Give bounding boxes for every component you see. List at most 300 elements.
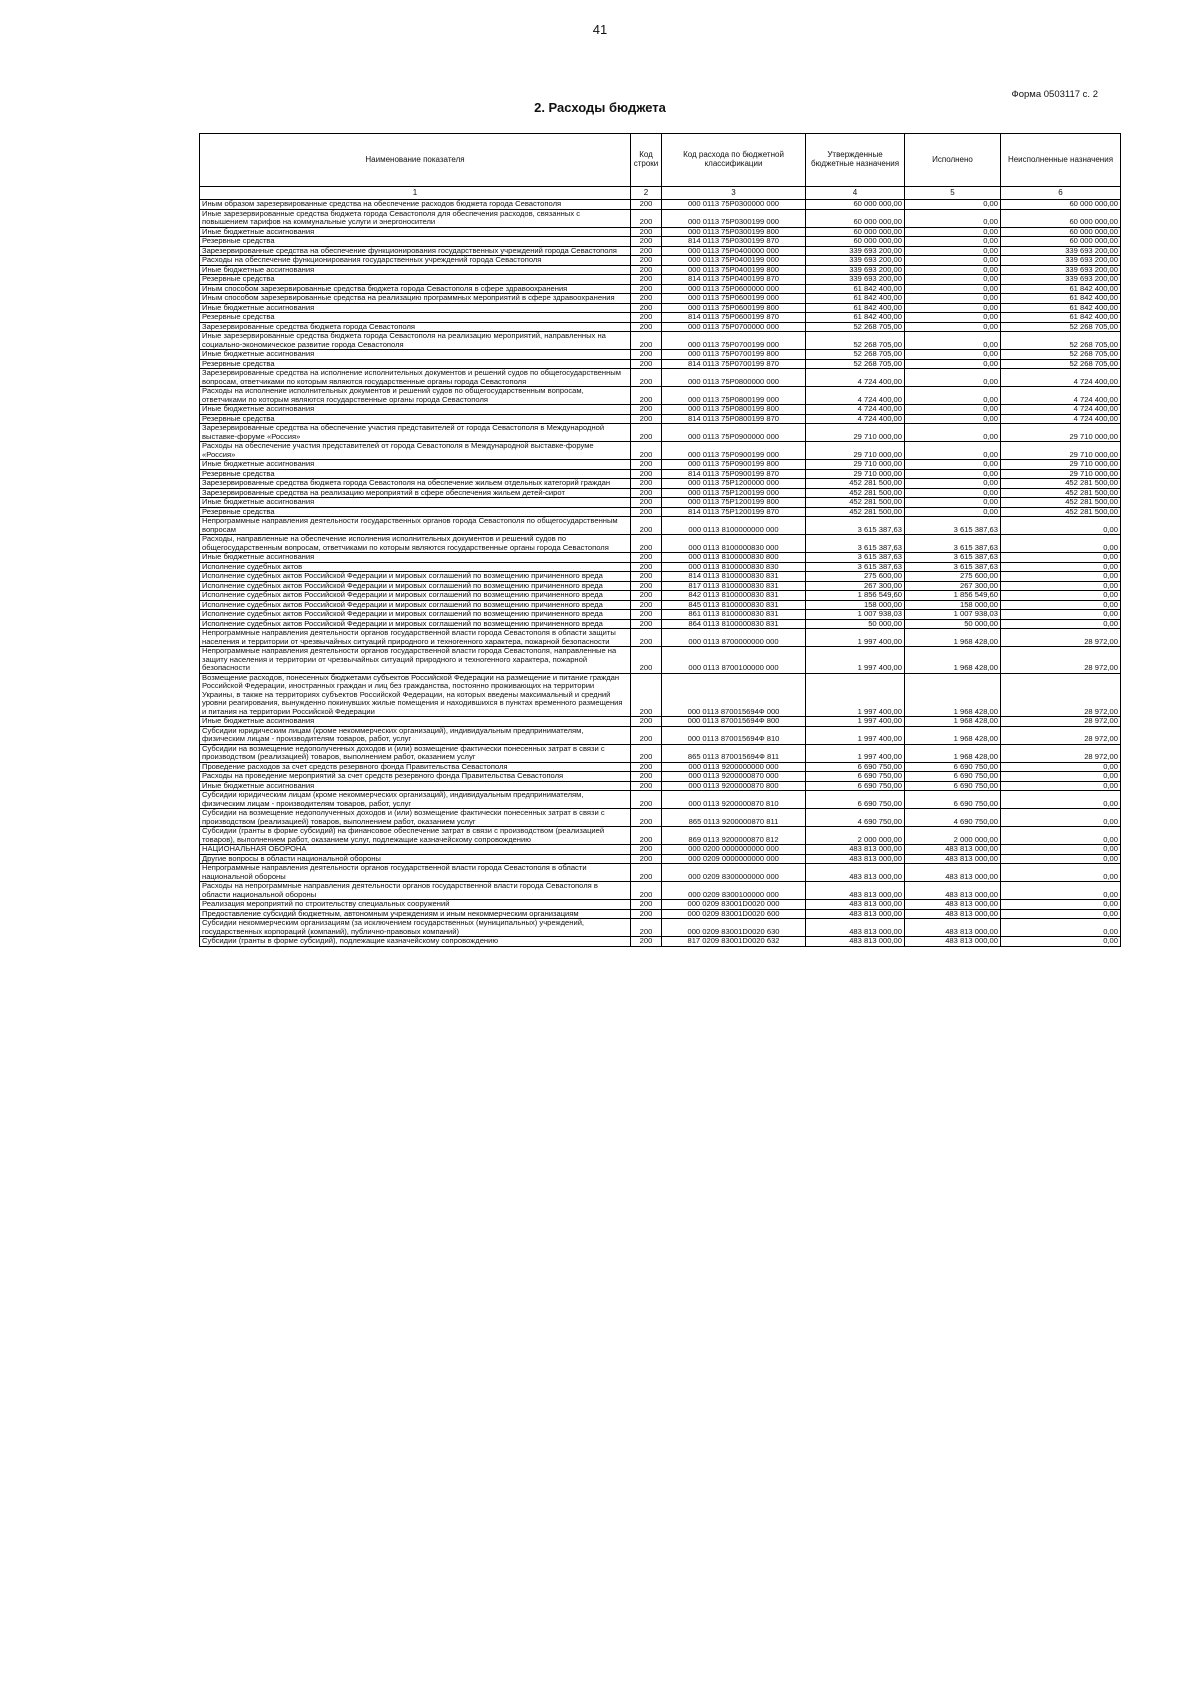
- row-line-code: 200: [631, 791, 662, 809]
- row-indicator-name: Резервные средства: [200, 414, 631, 424]
- row-executed: 50 000,00: [905, 619, 1001, 629]
- row-indicator-name: Непрограммные направления деятельности органов государственной власти города Севастополя в области национальной обороны: [200, 864, 631, 882]
- row-indicator-name: Непрограммные направления деятельности органов государственной власти города Севастополя, направленные на защиту населения и территории от чрезвычайных ситуаций природного и техногенного характера, пожарной безопасности: [200, 647, 631, 674]
- row-indicator-name: Иным способом зарезервированные средства бюджета города Севастополя в сфере здравоохранения: [200, 284, 631, 294]
- row-executed: 483 813 000,00: [905, 919, 1001, 937]
- row-unexecuted: 0,00: [1001, 781, 1121, 791]
- row-indicator-name: Расходы на проведение мероприятий за счет средств резервного фонда Правительства Севастополя: [200, 772, 631, 782]
- row-approved: 6 690 750,00: [806, 791, 905, 809]
- row-expense-code: 000 0113 75Р1200199 800: [662, 498, 806, 508]
- table-row: [200, 313, 1121, 323]
- table-row: [200, 332, 1121, 350]
- row-unexecuted: 29 710 000,00: [1001, 460, 1121, 470]
- row-executed: 6 690 750,00: [905, 772, 1001, 782]
- row-approved: 6 690 750,00: [806, 772, 905, 782]
- row-approved: 339 693 200,00: [806, 265, 905, 275]
- row-indicator-name: Зарезервированные средства на обеспечение функционирования государственных учреждений города Севастополя: [200, 246, 631, 256]
- row-line-code: 200: [631, 919, 662, 937]
- row-unexecuted: 0,00: [1001, 581, 1121, 591]
- table-row: [200, 284, 1121, 294]
- row-line-code: 200: [631, 237, 662, 247]
- table-row: [200, 294, 1121, 304]
- row-line-code: 200: [631, 265, 662, 275]
- table-row: [200, 827, 1121, 845]
- table-row: [200, 517, 1121, 535]
- table-row: [200, 900, 1121, 910]
- row-unexecuted: 0,00: [1001, 864, 1121, 882]
- row-executed: 0,00: [905, 488, 1001, 498]
- row-indicator-name: Субсидии (гранты в форме субсидий) на финансовое обеспечение затрат в связи с производством (реализацией товаров), выполнением работ, оказанием услуг, подлежащие казначейскому сопровождению: [200, 827, 631, 845]
- row-executed: 3 615 387,63: [905, 517, 1001, 535]
- table-row: [200, 854, 1121, 864]
- row-approved: 339 693 200,00: [806, 246, 905, 256]
- table-row: [200, 246, 1121, 256]
- row-expense-code: 000 0113 870015694Ф 810: [662, 726, 806, 744]
- row-line-code: 200: [631, 717, 662, 727]
- row-line-code: 200: [631, 442, 662, 460]
- row-expense-code: 000 0113 75Р0900199 800: [662, 460, 806, 470]
- row-approved: 2 000 000,00: [806, 827, 905, 845]
- row-unexecuted: 60 000 000,00: [1001, 209, 1121, 227]
- row-indicator-name: Исполнение судебных актов Российской Федерации и мировых соглашений по возмещению причиненного вреда: [200, 619, 631, 629]
- row-approved: 483 813 000,00: [806, 882, 905, 900]
- row-unexecuted: 60 000 000,00: [1001, 227, 1121, 237]
- row-executed: 0,00: [905, 237, 1001, 247]
- row-indicator-name: Зарезервированные средства бюджета города Севастополя на обеспечение жильем отдельных категорий граждан: [200, 479, 631, 489]
- row-executed: 0,00: [905, 498, 1001, 508]
- row-expense-code: 000 0113 870015694Ф 800: [662, 717, 806, 727]
- row-indicator-name: Резервные средства: [200, 237, 631, 247]
- table-row: [200, 781, 1121, 791]
- table-row: [200, 442, 1121, 460]
- row-expense-code: 000 0209 83001D0020 630: [662, 919, 806, 937]
- table-row: [200, 673, 1121, 717]
- row-line-code: 200: [631, 517, 662, 535]
- row-expense-code: 865 0113 870015694Ф 811: [662, 744, 806, 762]
- row-line-code: 200: [631, 369, 662, 387]
- table-row: [200, 591, 1121, 601]
- row-approved: 61 842 400,00: [806, 303, 905, 313]
- row-approved: 52 268 705,00: [806, 359, 905, 369]
- table-row: [200, 488, 1121, 498]
- row-approved: 61 842 400,00: [806, 294, 905, 304]
- row-line-code: 200: [631, 854, 662, 864]
- row-executed: 3 615 387,63: [905, 562, 1001, 572]
- row-approved: 3 615 387,63: [806, 535, 905, 553]
- row-unexecuted: 452 281 500,00: [1001, 479, 1121, 489]
- row-line-code: 200: [631, 809, 662, 827]
- row-expense-code: 000 0113 75Р0700000 000: [662, 322, 806, 332]
- row-expense-code: 000 0209 83001D0020 000: [662, 900, 806, 910]
- row-indicator-name: Резервные средства: [200, 507, 631, 517]
- row-indicator-name: Расходы на обеспечение участия представителей от города Севастополя в Международной выставке-форуме «Россия»: [200, 442, 631, 460]
- row-executed: 0,00: [905, 294, 1001, 304]
- row-unexecuted: 0,00: [1001, 600, 1121, 610]
- row-unexecuted: 4 724 400,00: [1001, 369, 1121, 387]
- row-expense-code: 000 0113 75Р0900000 000: [662, 424, 806, 442]
- table-row: [200, 562, 1121, 572]
- row-executed: 483 813 000,00: [905, 854, 1001, 864]
- header-expense-code: Код расхода по бюджетной классификации: [662, 134, 806, 187]
- table-row: [200, 744, 1121, 762]
- row-executed: 0,00: [905, 507, 1001, 517]
- row-unexecuted: 0,00: [1001, 619, 1121, 629]
- row-line-code: 200: [631, 772, 662, 782]
- row-line-code: 200: [631, 591, 662, 601]
- table-row: [200, 581, 1121, 591]
- page-number: 41: [592, 22, 608, 37]
- row-executed: 0,00: [905, 227, 1001, 237]
- row-indicator-name: Непрограммные направления деятельности органов государственной власти города Севастополя в области защиты населения и территории от чрезвычайных ситуаций природного и техногенного характера, пожарной безопасности: [200, 629, 631, 647]
- table-row: [200, 535, 1121, 553]
- row-expense-code: 000 0113 75Р0300199 000: [662, 209, 806, 227]
- row-executed: 0,00: [905, 284, 1001, 294]
- row-executed: 0,00: [905, 469, 1001, 479]
- row-expense-code: 000 0113 75Р0700199 000: [662, 332, 806, 350]
- row-expense-code: 864 0113 8100000830 831: [662, 619, 806, 629]
- row-indicator-name: Субсидии юридическим лицам (кроме некоммерческих организаций), индивидуальным предпринимателям, физическим лицам - производителям товаров, работ, услуг: [200, 726, 631, 744]
- table-row: [200, 350, 1121, 360]
- row-expense-code: 000 0113 870015694Ф 000: [662, 673, 806, 717]
- table-row: [200, 629, 1121, 647]
- row-unexecuted: 0,00: [1001, 572, 1121, 582]
- row-line-code: 200: [631, 460, 662, 470]
- row-unexecuted: 29 710 000,00: [1001, 442, 1121, 460]
- header-indicator-name: Наименование показателя: [200, 134, 631, 187]
- row-approved: 60 000 000,00: [806, 200, 905, 210]
- row-expense-code: 000 0200 0000000000 000: [662, 845, 806, 855]
- table-row: [200, 256, 1121, 266]
- row-line-code: 200: [631, 284, 662, 294]
- row-executed: 0,00: [905, 256, 1001, 266]
- row-expense-code: 000 0113 8100000830 000: [662, 535, 806, 553]
- row-executed: 6 690 750,00: [905, 762, 1001, 772]
- row-indicator-name: Иные бюджетные ассигнования: [200, 303, 631, 313]
- table-row: [200, 405, 1121, 415]
- row-approved: 4 724 400,00: [806, 405, 905, 415]
- row-line-code: 200: [631, 469, 662, 479]
- row-executed: 483 813 000,00: [905, 845, 1001, 855]
- row-executed: 0,00: [905, 322, 1001, 332]
- row-unexecuted: 28 972,00: [1001, 629, 1121, 647]
- row-line-code: 200: [631, 845, 662, 855]
- row-executed: 4 690 750,00: [905, 809, 1001, 827]
- table-row: [200, 303, 1121, 313]
- row-expense-code: 861 0113 8100000830 831: [662, 610, 806, 620]
- table-row: [200, 227, 1121, 237]
- row-indicator-name: Непрограммные направления деятельности государственных органов города Севастополя по общегосударственным вопросам: [200, 517, 631, 535]
- row-approved: 29 710 000,00: [806, 460, 905, 470]
- row-indicator-name: Резервные средства: [200, 313, 631, 323]
- row-line-code: 200: [631, 629, 662, 647]
- row-approved: 60 000 000,00: [806, 209, 905, 227]
- row-indicator-name: Резервные средства: [200, 359, 631, 369]
- row-unexecuted: 29 710 000,00: [1001, 469, 1121, 479]
- row-executed: 1 968 428,00: [905, 647, 1001, 674]
- row-approved: 483 813 000,00: [806, 864, 905, 882]
- header-line-code: Код строки: [631, 134, 662, 187]
- table-row: [200, 791, 1121, 809]
- row-expense-code: 814 0113 75Р0800199 870: [662, 414, 806, 424]
- table-row: [200, 762, 1121, 772]
- row-line-code: 200: [631, 900, 662, 910]
- row-unexecuted: 52 268 705,00: [1001, 322, 1121, 332]
- row-indicator-name: Возмещение расходов, понесенных бюджетами субъектов Российской Федерации на размещение и питание граждан Российской Федерации, иностранных граждан и лиц без гражданства, постоянно проживающих на территории Украины, в также на территориях субъектов Российской Федерации, на которых введены максимальный и средний уровни реагирования, вынужденно покинувших жилые помещения и находившихся в пунктах временного размещения и питания на территории Российской Федерации: [200, 673, 631, 717]
- row-indicator-name: Иные бюджетные ассигнования: [200, 265, 631, 275]
- row-unexecuted: 28 972,00: [1001, 717, 1121, 727]
- row-line-code: 200: [631, 350, 662, 360]
- row-approved: 61 842 400,00: [806, 284, 905, 294]
- row-line-code: 200: [631, 619, 662, 629]
- row-unexecuted: 0,00: [1001, 591, 1121, 601]
- row-expense-code: 000 0113 9200000870 000: [662, 772, 806, 782]
- row-expense-code: 842 0113 8100000830 831: [662, 591, 806, 601]
- row-expense-code: 865 0113 9200000870 811: [662, 809, 806, 827]
- row-expense-code: 000 0113 8100000830 800: [662, 553, 806, 563]
- table-row: [200, 200, 1121, 210]
- row-executed: 0,00: [905, 275, 1001, 285]
- row-approved: 52 268 705,00: [806, 322, 905, 332]
- column-number: 4: [806, 187, 905, 200]
- row-executed: 275 600,00: [905, 572, 1001, 582]
- row-unexecuted: 0,00: [1001, 845, 1121, 855]
- row-unexecuted: 61 842 400,00: [1001, 303, 1121, 313]
- row-indicator-name: Проведение расходов за счет средств резервного фонда Правительства Севастополя: [200, 762, 631, 772]
- row-unexecuted: 452 281 500,00: [1001, 507, 1121, 517]
- row-approved: 60 000 000,00: [806, 237, 905, 247]
- row-approved: 29 710 000,00: [806, 469, 905, 479]
- table-row: [200, 809, 1121, 827]
- row-line-code: 200: [631, 827, 662, 845]
- row-approved: 1 997 400,00: [806, 744, 905, 762]
- row-line-code: 200: [631, 726, 662, 744]
- row-executed: 0,00: [905, 442, 1001, 460]
- table-row: [200, 553, 1121, 563]
- row-unexecuted: 0,00: [1001, 762, 1121, 772]
- table-row: [200, 469, 1121, 479]
- table-row: [200, 909, 1121, 919]
- row-line-code: 200: [631, 744, 662, 762]
- row-line-code: 200: [631, 535, 662, 553]
- row-approved: 1 997 400,00: [806, 673, 905, 717]
- row-executed: 0,00: [905, 332, 1001, 350]
- form-label: Форма 0503117 с. 2: [1011, 89, 1098, 100]
- row-executed: 0,00: [905, 460, 1001, 470]
- row-unexecuted: 28 972,00: [1001, 647, 1121, 674]
- row-approved: 452 281 500,00: [806, 488, 905, 498]
- row-unexecuted: 28 972,00: [1001, 744, 1121, 762]
- row-executed: 0,00: [905, 359, 1001, 369]
- row-expense-code: 817 0209 83001D0020 632: [662, 937, 806, 947]
- table-row: [200, 619, 1121, 629]
- row-indicator-name: Субсидии некоммерческим организациям (за исключением государственных (муниципальных) учреждений, государственных корпораций (компаний), публично-правовых компаний): [200, 919, 631, 937]
- row-unexecuted: 52 268 705,00: [1001, 332, 1121, 350]
- row-executed: 1 968 428,00: [905, 673, 1001, 717]
- header-executed: Исполнено: [905, 134, 1001, 187]
- row-indicator-name: Зарезервированные средства на обеспечение участия представителей от города Севастополя в Международной выставке-форуме «Россия»: [200, 424, 631, 442]
- row-executed: 483 813 000,00: [905, 900, 1001, 910]
- row-expense-code: 814 0113 75Р0300199 870: [662, 237, 806, 247]
- row-line-code: 200: [631, 562, 662, 572]
- column-number: 2: [631, 187, 662, 200]
- table-row: [200, 610, 1121, 620]
- row-indicator-name: Исполнение судебных актов: [200, 562, 631, 572]
- row-line-code: 200: [631, 488, 662, 498]
- row-line-code: 200: [631, 405, 662, 415]
- row-unexecuted: 28 972,00: [1001, 726, 1121, 744]
- row-indicator-name: Иные бюджетные ассигнования: [200, 227, 631, 237]
- row-executed: 0,00: [905, 200, 1001, 210]
- table-row: [200, 498, 1121, 508]
- row-indicator-name: Исполнение судебных актов Российской Федерации и мировых соглашений по возмещению причиненного вреда: [200, 610, 631, 620]
- row-expense-code: 000 0113 75Р0600199 800: [662, 303, 806, 313]
- row-unexecuted: 61 842 400,00: [1001, 313, 1121, 323]
- row-indicator-name: Иные бюджетные ассигнования: [200, 498, 631, 508]
- column-number: 3: [662, 187, 806, 200]
- row-expense-code: 000 0113 75Р0700199 800: [662, 350, 806, 360]
- row-unexecuted: 339 693 200,00: [1001, 265, 1121, 275]
- row-line-code: 200: [631, 647, 662, 674]
- row-unexecuted: 4 724 400,00: [1001, 414, 1121, 424]
- row-line-code: 200: [631, 864, 662, 882]
- row-unexecuted: 0,00: [1001, 827, 1121, 845]
- document-title: 2. Расходы бюджета: [534, 100, 666, 115]
- row-line-code: 200: [631, 610, 662, 620]
- row-approved: 483 813 000,00: [806, 909, 905, 919]
- row-executed: 0,00: [905, 209, 1001, 227]
- row-indicator-name: Субсидии на возмещение недополученных доходов и (или) возмещение фактически понесенных затрат в связи с производством (реализацией) товаров, выполнением работ, оказанием услуг: [200, 809, 631, 827]
- row-expense-code: 000 0209 8300100000 000: [662, 882, 806, 900]
- table-row: [200, 717, 1121, 727]
- row-expense-code: 000 0113 75Р0300000 000: [662, 200, 806, 210]
- row-indicator-name: Расходы на исполнение исполнительных документов и решений судов по общегосударственным вопросам, ответчиками по которым являются государственные органы города Севастополя: [200, 387, 631, 405]
- row-indicator-name: Исполнение судебных актов Российской Федерации и мировых соглашений по возмещению причиненного вреда: [200, 600, 631, 610]
- row-expense-code: 000 0113 8100000000 000: [662, 517, 806, 535]
- row-line-code: 200: [631, 781, 662, 791]
- row-unexecuted: 0,00: [1001, 517, 1121, 535]
- row-indicator-name: Реализация мероприятий по строительству специальных сооружений: [200, 900, 631, 910]
- table-row: [200, 369, 1121, 387]
- row-unexecuted: 452 281 500,00: [1001, 488, 1121, 498]
- row-approved: 4 724 400,00: [806, 369, 905, 387]
- row-approved: 60 000 000,00: [806, 227, 905, 237]
- row-indicator-name: Исполнение судебных актов Российской Федерации и мировых соглашений по возмещению причиненного вреда: [200, 572, 631, 582]
- row-expense-code: 000 0209 0000000000 000: [662, 854, 806, 864]
- row-executed: 483 813 000,00: [905, 882, 1001, 900]
- row-approved: 452 281 500,00: [806, 498, 905, 508]
- table-row: [200, 937, 1121, 947]
- row-executed: 0,00: [905, 424, 1001, 442]
- row-indicator-name: Предоставление субсидий бюджетным, автономным учреждениям и иным некоммерческим организациям: [200, 909, 631, 919]
- table-row: [200, 265, 1121, 275]
- row-expense-code: 000 0209 8300000000 000: [662, 864, 806, 882]
- row-unexecuted: 0,00: [1001, 882, 1121, 900]
- row-executed: 1 968 428,00: [905, 744, 1001, 762]
- row-executed: 1 968 428,00: [905, 726, 1001, 744]
- row-expense-code: 000 0113 9200000000 000: [662, 762, 806, 772]
- row-indicator-name: Иные бюджетные ассигнования: [200, 350, 631, 360]
- table-row: [200, 479, 1121, 489]
- row-approved: 452 281 500,00: [806, 479, 905, 489]
- row-executed: 0,00: [905, 350, 1001, 360]
- row-executed: 0,00: [905, 479, 1001, 489]
- row-approved: 1 856 549,60: [806, 591, 905, 601]
- row-expense-code: 000 0113 75Р0900199 000: [662, 442, 806, 460]
- table-row: [200, 414, 1121, 424]
- row-approved: 275 600,00: [806, 572, 905, 582]
- row-line-code: 200: [631, 209, 662, 227]
- row-unexecuted: 0,00: [1001, 562, 1121, 572]
- row-approved: 4 724 400,00: [806, 414, 905, 424]
- row-unexecuted: 0,00: [1001, 909, 1121, 919]
- row-executed: 0,00: [905, 387, 1001, 405]
- row-executed: 483 813 000,00: [905, 864, 1001, 882]
- column-number-row: [200, 187, 1121, 200]
- header-approved: Утвержденные бюджетные назначения: [806, 134, 905, 187]
- row-unexecuted: 52 268 705,00: [1001, 350, 1121, 360]
- row-expense-code: 814 0113 75Р0400199 870: [662, 275, 806, 285]
- row-indicator-name: Субсидии на возмещение недополученных доходов и (или) возмещение фактически понесенных затрат в связи с производством (реализацией) товаров, выполнением работ, оказанием услуг: [200, 744, 631, 762]
- row-approved: 4 690 750,00: [806, 809, 905, 827]
- row-approved: 52 268 705,00: [806, 350, 905, 360]
- row-expense-code: 869 0113 9200000870 812: [662, 827, 806, 845]
- row-expense-code: 000 0113 75Р0300199 800: [662, 227, 806, 237]
- row-expense-code: 000 0113 75Р0600199 000: [662, 294, 806, 304]
- row-indicator-name: Исполнение судебных актов Российской Федерации и мировых соглашений по возмещению причиненного вреда: [200, 591, 631, 601]
- row-line-code: 200: [631, 581, 662, 591]
- row-approved: 483 813 000,00: [806, 845, 905, 855]
- budget-expenses-table: [199, 133, 1121, 947]
- row-approved: 4 724 400,00: [806, 387, 905, 405]
- row-unexecuted: 0,00: [1001, 610, 1121, 620]
- row-line-code: 200: [631, 479, 662, 489]
- row-unexecuted: 0,00: [1001, 772, 1121, 782]
- table-row: [200, 507, 1121, 517]
- row-unexecuted: 0,00: [1001, 854, 1121, 864]
- row-expense-code: 000 0113 75Р0600000 000: [662, 284, 806, 294]
- row-executed: 1 968 428,00: [905, 717, 1001, 727]
- row-executed: 0,00: [905, 405, 1001, 415]
- row-line-code: 200: [631, 294, 662, 304]
- row-expense-code: 000 0113 75Р1200199 000: [662, 488, 806, 498]
- row-approved: 483 813 000,00: [806, 937, 905, 947]
- row-indicator-name: Субсидии юридическим лицам (кроме некоммерческих организаций), индивидуальным предпринимателям, физическим лицам - производителям товаров, работ, услуг: [200, 791, 631, 809]
- row-line-code: 200: [631, 673, 662, 717]
- row-indicator-name: Иным способом зарезервированные средства на реализацию программных мероприятий в сфере здравоохранения: [200, 294, 631, 304]
- row-approved: 158 000,00: [806, 600, 905, 610]
- row-line-code: 200: [631, 937, 662, 947]
- row-approved: 29 710 000,00: [806, 424, 905, 442]
- row-line-code: 200: [631, 227, 662, 237]
- table-row: [200, 845, 1121, 855]
- row-expense-code: 000 0113 75Р0400000 000: [662, 246, 806, 256]
- row-unexecuted: 61 842 400,00: [1001, 294, 1121, 304]
- row-unexecuted: 339 693 200,00: [1001, 256, 1121, 266]
- row-indicator-name: Зарезервированные средства на исполнение исполнительных документов и решений судов по общегосударственным вопросам, ответчиками по которым являются государственные органы города Севастополя: [200, 369, 631, 387]
- row-indicator-name: Иные бюджетные ассигнования: [200, 460, 631, 470]
- row-expense-code: 814 0113 75Р0600199 870: [662, 313, 806, 323]
- row-indicator-name: Иные бюджетные ассигнования: [200, 781, 631, 791]
- row-expense-code: 000 0113 8100000830 830: [662, 562, 806, 572]
- row-line-code: 200: [631, 322, 662, 332]
- table-row: [200, 919, 1121, 937]
- row-unexecuted: 0,00: [1001, 900, 1121, 910]
- row-unexecuted: 52 268 705,00: [1001, 359, 1121, 369]
- row-line-code: 200: [631, 313, 662, 323]
- row-indicator-name: Другие вопросы в области национальной обороны: [200, 854, 631, 864]
- table-row: [200, 572, 1121, 582]
- table-row: [200, 322, 1121, 332]
